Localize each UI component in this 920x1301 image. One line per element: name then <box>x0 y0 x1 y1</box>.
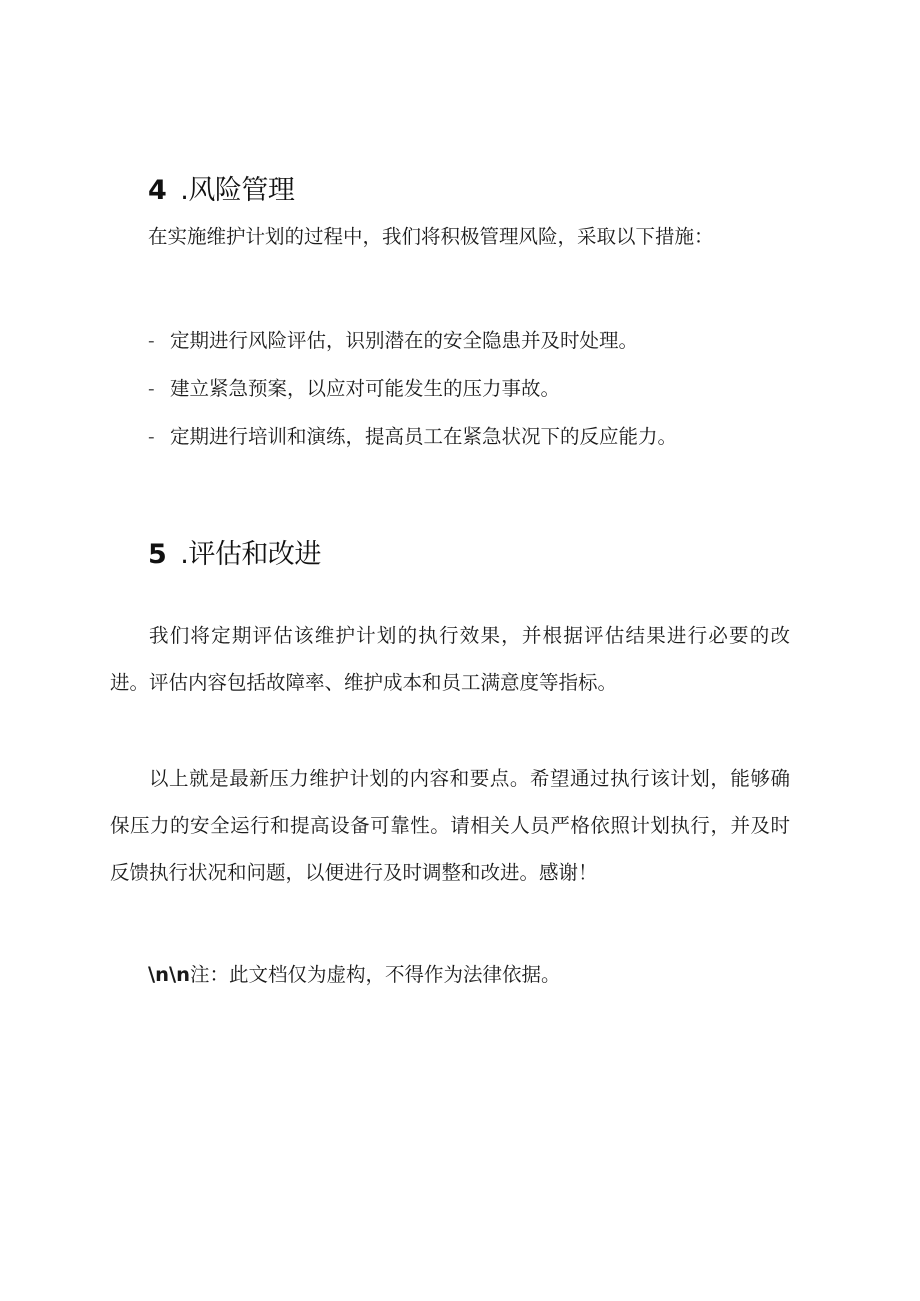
note-text: 注：此文档仅为虚构，不得作为法律依据。 <box>190 963 561 986</box>
disclaimer-note <box>148 962 561 988</box>
section-5-title: .评估和改进 <box>180 539 321 570</box>
section-4-intro: 在实施维护计划的过程中，我们将积极管理风险，采取以下措施： <box>148 225 714 248</box>
closing-paragraph: 以上就是最新压力维护计划的内容和要点。希望通过执行该计划，能够确保压力的安全运行和提高设备可靠性。请相关人员严格依照计划执行，并及时反馈执行状况和问题，以便进行及时调整和改进。感谢！ <box>110 767 790 884</box>
bullet-item <box>148 376 560 402</box>
bullet-dash: - <box>148 425 155 448</box>
bullet-text: 定期进行风险评估，识别潜在的安全隐患并及时处理。 <box>170 329 639 352</box>
section-5-number: 5 <box>148 539 167 570</box>
section-5-paragraph: 我们将定期评估该维护计划的执行效果，并根据评估结果进行必要的改进。评估内容包括故障率、维护成本和员工满意度等指标。 <box>110 624 790 694</box>
bullet-text: 建立紧急预案，以应对可能发生的压力事故。 <box>170 377 561 400</box>
section-4-title: .风险管理 <box>180 175 295 206</box>
bullet-dash: - <box>148 329 155 352</box>
bullet-text: 定期进行培训和演练，提高员工在紧急状况下的反应能力。 <box>170 425 678 448</box>
section-4-heading <box>148 168 294 207</box>
section-5-heading <box>148 532 321 571</box>
section-4-number: 4 <box>148 175 167 206</box>
note-prefix: \n\n <box>148 963 191 986</box>
bullet-item <box>148 328 638 354</box>
bullet-dash: - <box>148 377 155 400</box>
bullet-item <box>148 424 677 450</box>
